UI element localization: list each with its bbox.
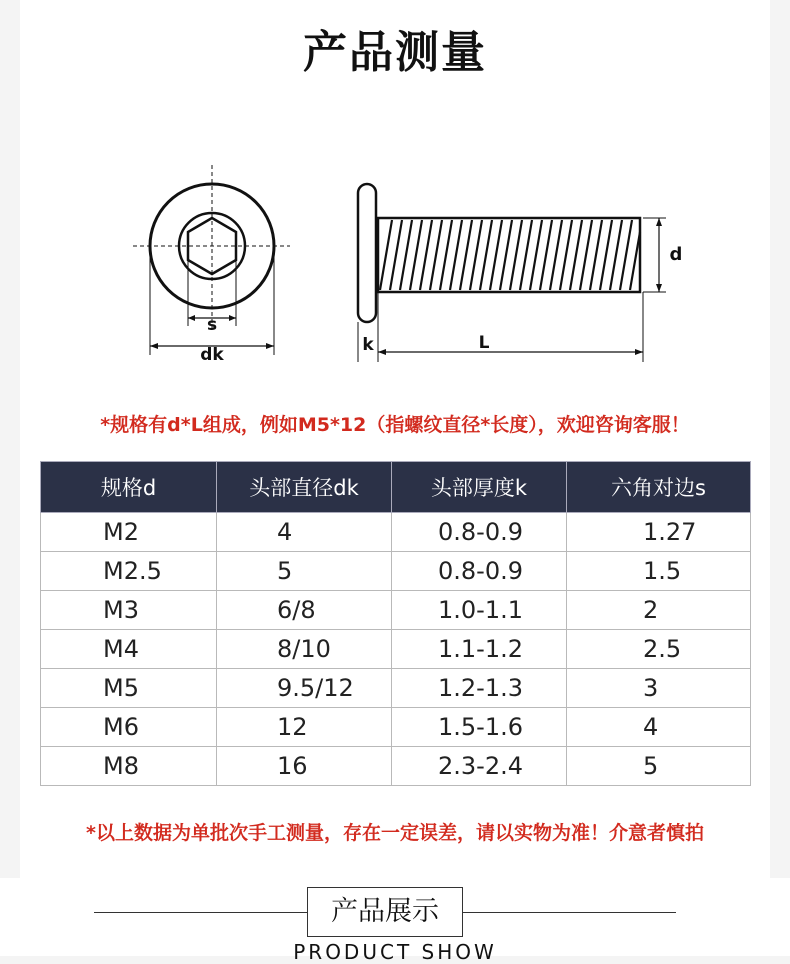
cell-k: 1.1-1.2 (392, 630, 567, 669)
cell-s: 4 (567, 708, 751, 747)
table-row (41, 669, 751, 708)
table-row (41, 708, 751, 747)
header-head-diameter: 头部直径dk (217, 462, 392, 513)
cell-k: 0.8-0.9 (392, 552, 567, 591)
cell-dk: 8/10 (217, 630, 392, 669)
measurement-disclaimer: *以上数据为单批次手工测量，存在一定误差，请以实物为准！介意者慎拍 (86, 822, 704, 844)
cell-size: M5 (41, 669, 217, 708)
label-s: s (206, 315, 218, 335)
cell-dk: 6/8 (217, 591, 392, 630)
cell-dk: 9.5/12 (217, 669, 392, 708)
header-size: 规格d (41, 462, 217, 513)
table-row (41, 630, 751, 669)
cell-size: M2.5 (41, 552, 217, 591)
cell-size: M6 (41, 708, 217, 747)
cell-dk: 4 (217, 513, 392, 552)
cell-k: 0.8-0.9 (392, 513, 567, 552)
cell-dk: 5 (217, 552, 392, 591)
cell-s: 2.5 (567, 630, 751, 669)
label-k: k (362, 335, 374, 355)
screw-side-view (358, 184, 666, 362)
cell-k: 2.3-2.4 (392, 747, 567, 786)
page-title: 产品测量 (303, 27, 487, 78)
header-head-thickness: 头部厚度k (392, 462, 567, 513)
cell-size: M3 (41, 591, 217, 630)
cell-dk: 12 (217, 708, 392, 747)
section-divider-left (94, 912, 307, 913)
table-row (41, 513, 751, 552)
section-divider-right (463, 912, 676, 913)
screw-dimension-diagram (0, 0, 790, 400)
cell-size: M2 (41, 513, 217, 552)
section-title: 产品展示 (307, 887, 463, 937)
cell-s: 1.27 (567, 513, 751, 552)
cell-s: 5 (567, 747, 751, 786)
cell-size: M4 (41, 630, 217, 669)
cell-s: 3 (567, 669, 751, 708)
spec-note: *规格有d*L组成，例如M5*12（指螺纹直径*长度），欢迎咨询客服！ (100, 414, 690, 436)
table-row (41, 591, 751, 630)
cell-k: 1.0-1.1 (392, 591, 567, 630)
table-row (41, 552, 751, 591)
cell-s: 2 (567, 591, 751, 630)
label-L: L (478, 333, 490, 353)
label-d: d (669, 244, 683, 265)
cell-s: 1.5 (567, 552, 751, 591)
table-header-row (41, 462, 751, 513)
label-dk: dk (200, 345, 224, 365)
cell-size: M8 (41, 747, 217, 786)
section-subtitle: PRODUCT SHOW (293, 940, 497, 964)
spec-table (40, 461, 751, 786)
cell-k: 1.2-1.3 (392, 669, 567, 708)
cell-k: 1.5-1.6 (392, 708, 567, 747)
header-hex-width: 六角对边s (567, 462, 751, 513)
cell-dk: 16 (217, 747, 392, 786)
table-row (41, 747, 751, 786)
